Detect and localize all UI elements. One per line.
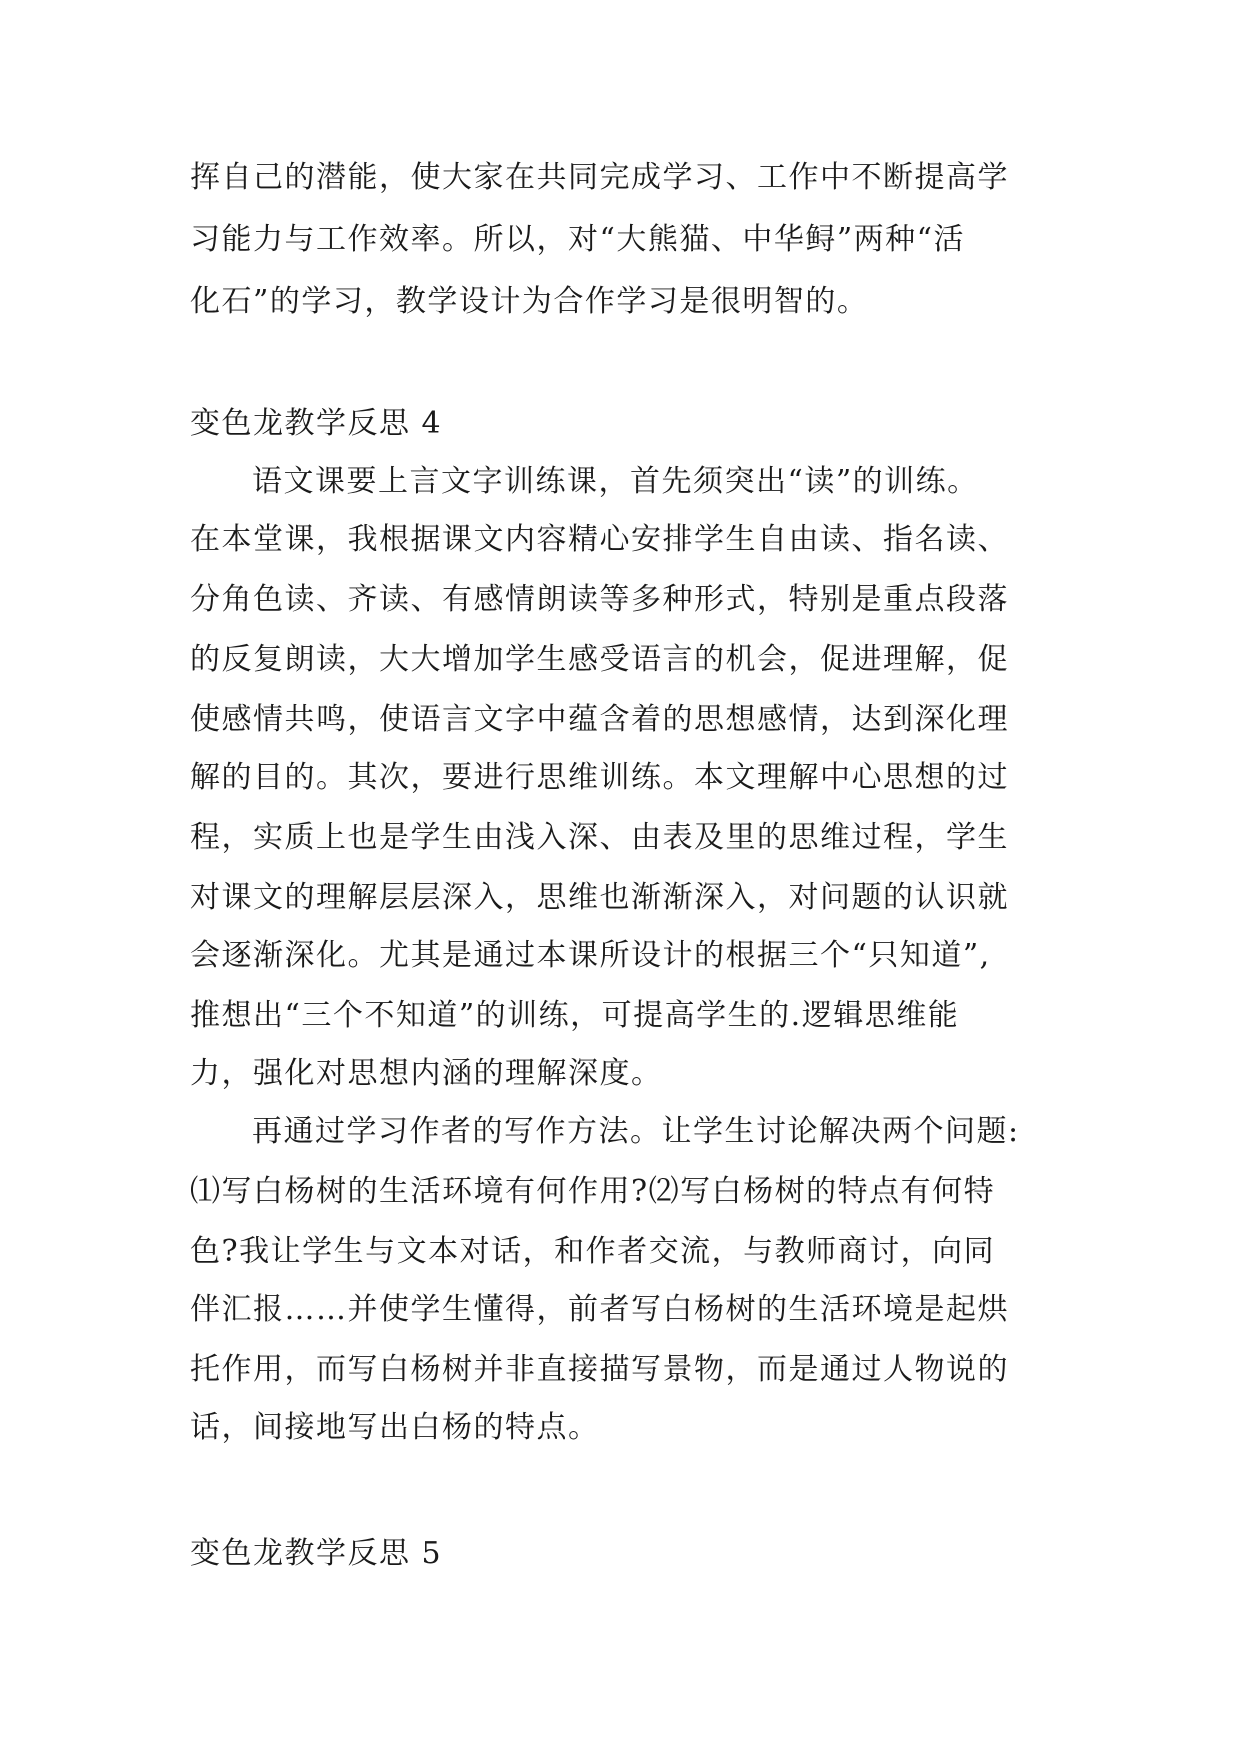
paragraph-line: 挥自己的潜能，使大家在共同完成学习、工作中不断提高学 <box>190 160 1009 195</box>
paragraph-line: 使感情共鸣，使语言文字中蕴含着的思想感情，达到深化理 <box>190 702 1009 737</box>
paragraph-line: 习能力与工作效率。所以，对“大熊猫、中华鲟”两种“活 <box>190 222 966 257</box>
paragraph-line: ⑴写白杨树的生活环境有何作用?⑵写白杨树的特点有何特 <box>190 1174 996 1209</box>
paragraph-line: 在本堂课，我根据课文内容精心安排学生自由读、指名读、 <box>190 522 1009 557</box>
paragraph-line: 会逐渐深化。尤其是通过本课所设计的根据三个“只知道”, <box>190 938 991 973</box>
paragraph-line: 伴汇报……并使学生懂得，前者写白杨树的生活环境是起烘 <box>190 1292 1009 1327</box>
paragraph-line: 色?我让学生与文本对话，和作者交流，与教师商讨，向同 <box>190 1234 996 1269</box>
paragraph-line: 分角色读、齐读、有感情朗读等多种形式，特别是重点段落 <box>190 582 1009 617</box>
paragraph-line: 化石”的学习，教学设计为合作学习是很明智的。 <box>190 284 869 319</box>
paragraph-line: 托作用，而写白杨树并非直接描写景物，而是通过人物说的 <box>190 1352 1009 1387</box>
paragraph-line: 再通过学习作者的写作方法。让学生讨论解决两个问题: <box>252 1114 1020 1149</box>
section-heading: 变色龙教学反思 5 <box>190 1536 443 1571</box>
paragraph-line: 话，间接地写出白杨的特点。 <box>190 1410 600 1445</box>
paragraph-line: 力，强化对思想内涵的理解深度。 <box>190 1056 663 1091</box>
paragraph-line: 对课文的理解层层深入，思维也渐渐深入，对问题的认识就 <box>190 880 1009 915</box>
paragraph-line: 程，实质上也是学生由浅入深、由表及里的思维过程，学生 <box>190 820 1009 855</box>
paragraph-line: 解的目的。其次，要进行思维训练。本文理解中心思想的过 <box>190 760 1009 795</box>
paragraph-line: 的反复朗读，大大增加学生感受语言的机会，促进理解，促 <box>190 642 1009 677</box>
paragraph-line: 语文课要上言文字训练课，首先须突出“读”的训练。 <box>252 464 979 499</box>
section-heading: 变色龙教学反思 4 <box>190 406 443 441</box>
paragraph-line: 推想出“三个不知道”的训练，可提高学生的.逻辑思维能 <box>190 998 960 1033</box>
